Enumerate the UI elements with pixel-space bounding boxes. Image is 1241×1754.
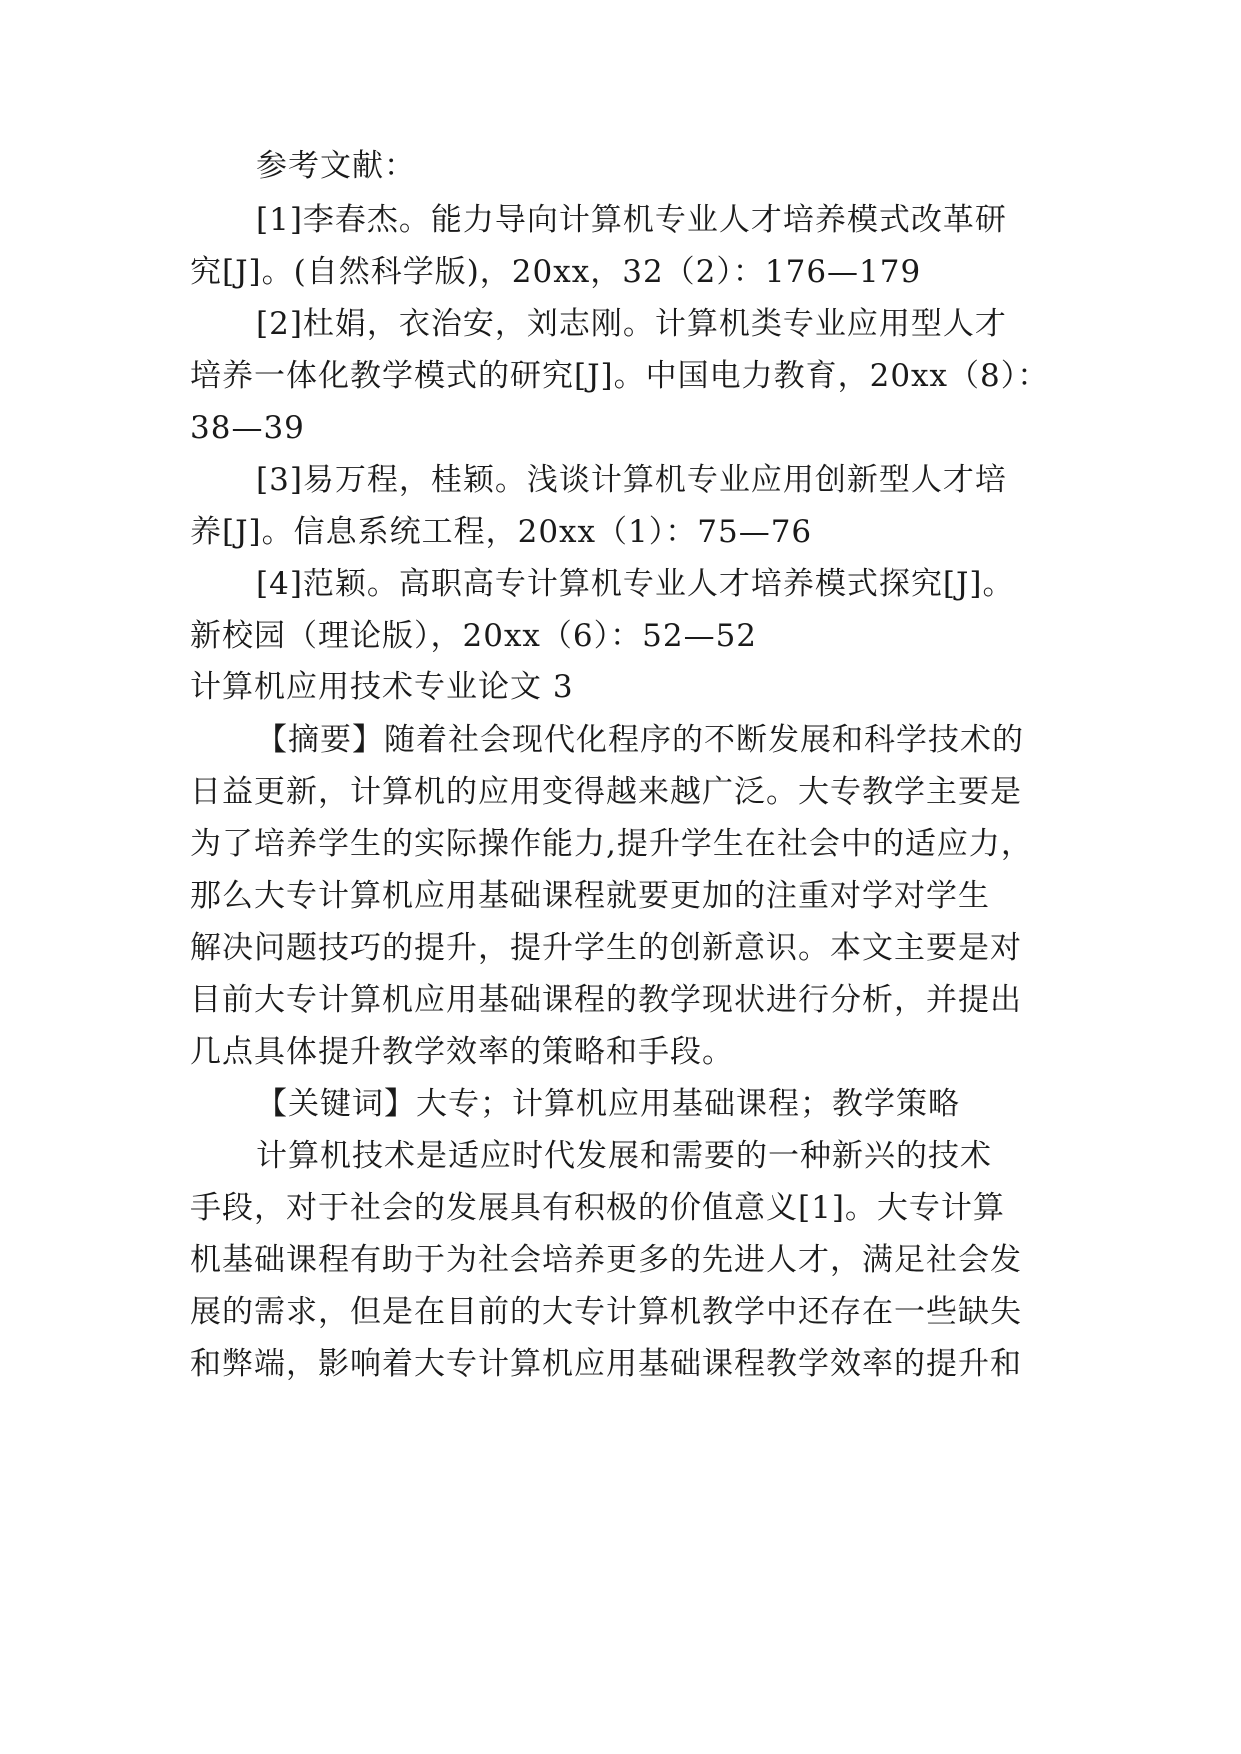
reference-3-line-1: [3]易万程，桂颖。浅谈计算机专业应用创新型人才培 xyxy=(256,462,1007,498)
reference-1-line-2: 究[J]。(自然科学版)，20xx，32（2）：176—179 xyxy=(190,254,922,290)
abstract-line-2: 日益更新，计算机的应用变得越来越广泛。大专教学主要是 xyxy=(190,774,1022,810)
references-heading: 参考文献： xyxy=(256,148,416,184)
section-title: 计算机应用技术专业论文 3 xyxy=(190,669,574,705)
reference-4-line-1: [4]范颖。高职高专计算机专业人才培养模式探究[J]。 xyxy=(256,566,1015,602)
body-line-3: 机基础课程有助于为社会培养更多的先进人才，满足社会发 xyxy=(190,1242,1022,1278)
reference-2-line-2: 培养一体化教学模式的研究[J]。中国电力教育，20xx（8）： xyxy=(190,358,1050,394)
abstract-line-1: 【摘要】随着社会现代化程序的不断发展和科学技术的 xyxy=(256,722,1024,758)
reference-3-line-2: 养[J]。信息系统工程，20xx（1）：75—76 xyxy=(190,514,813,550)
reference-1-line-1: [1]李春杰。能力导向计算机专业人才培养模式改革研 xyxy=(256,202,1007,238)
reference-2-line-1: [2]杜娟，衣治安，刘志刚。计算机类专业应用型人才 xyxy=(256,306,1007,342)
body-line-4: 展的需求，但是在目前的大专计算机教学中还存在一些缺失 xyxy=(190,1294,1022,1330)
keywords-line: 【关键词】大专；计算机应用基础课程；教学策略 xyxy=(256,1086,960,1122)
reference-4-line-2: 新校园（理论版），20xx（6）：52—52 xyxy=(190,618,758,654)
reference-2-line-3: 38—39 xyxy=(190,410,305,446)
body-line-5: 和弊端，影响着大专计算机应用基础课程教学效率的提升和 xyxy=(190,1346,1022,1382)
abstract-line-4: 那么大专计算机应用基础课程就要更加的注重对学对学生 xyxy=(190,878,990,914)
abstract-line-5: 解决问题技巧的提升，提升学生的创新意识。本文主要是对 xyxy=(190,930,1022,966)
abstract-line-7: 几点具体提升教学效率的策略和手段。 xyxy=(190,1034,734,1070)
abstract-line-6: 目前大专计算机应用基础课程的教学现状进行分析，并提出 xyxy=(190,982,1022,1018)
body-line-2: 手段，对于社会的发展具有积极的价值意义[1]。大专计算 xyxy=(190,1190,1005,1226)
body-line-1: 计算机技术是适应时代发展和需要的一种新兴的技术 xyxy=(256,1138,992,1174)
abstract-line-3: 为了培养学生的实际操作能力,提升学生在社会中的适应力， xyxy=(190,826,1033,862)
